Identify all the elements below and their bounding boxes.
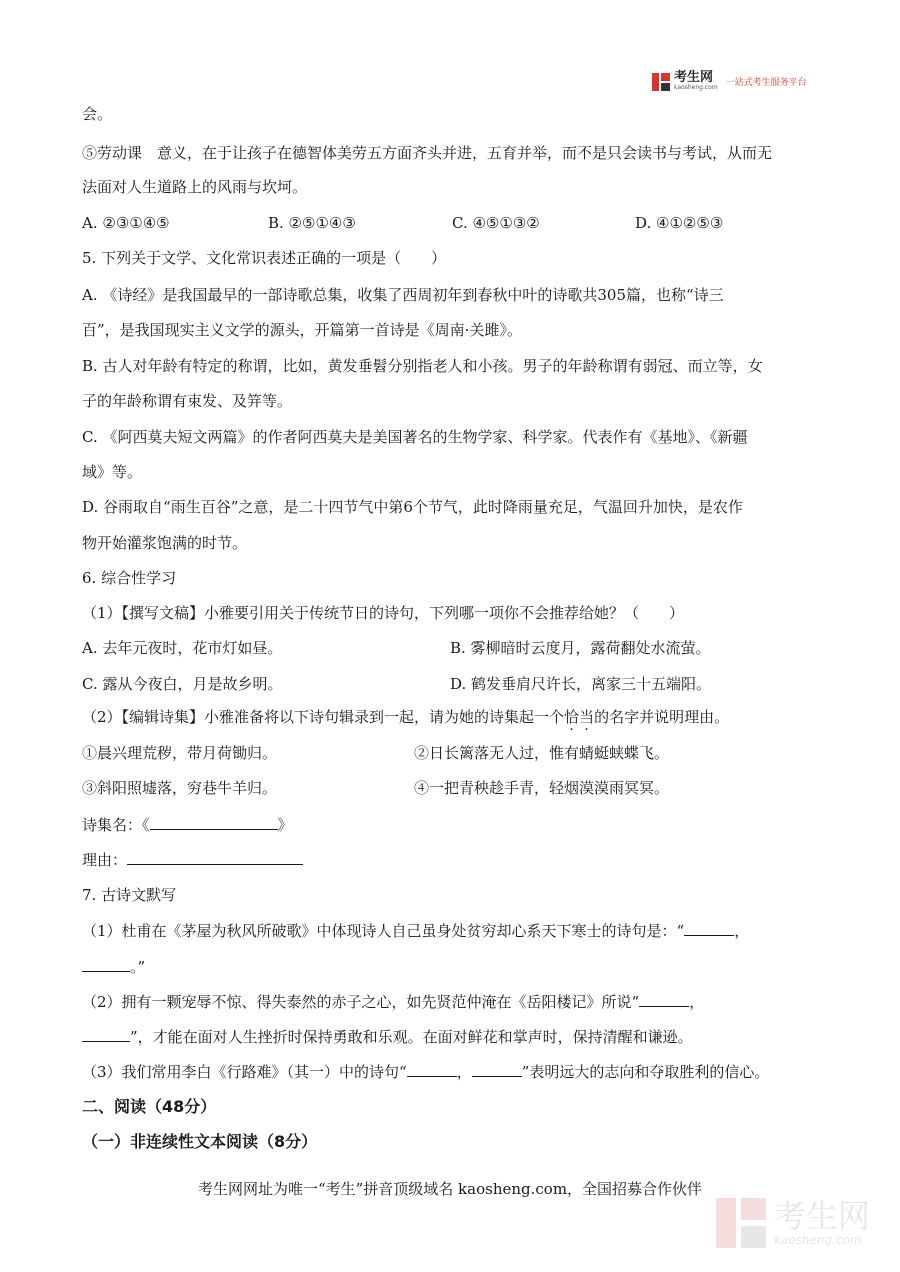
q6-1-option-a: A. 去年元夜时，花市灯如昼。 xyxy=(82,639,283,657)
poem-line: ③斜阳照墟落，穷巷牛羊归。 xyxy=(82,779,278,797)
question-5: 5. 下列关于文学、文化常识表述正确的一项是（ ） xyxy=(82,249,447,267)
watermark-text xyxy=(774,1199,870,1247)
anthology-close: 》 xyxy=(277,816,293,834)
q4-option-c: C. ④⑤①③② xyxy=(452,214,540,232)
reason-row xyxy=(82,850,303,870)
answer-blank[interactable] xyxy=(407,1062,457,1077)
answer-blank[interactable] xyxy=(639,992,689,1007)
emphasis-char: 当 xyxy=(579,708,595,726)
anthology-name-row xyxy=(82,815,293,835)
logo-domain: kaosheng.com xyxy=(674,84,718,91)
watermark-domain: kaosheng.com xyxy=(774,1233,862,1247)
q7-part-1 xyxy=(82,921,749,941)
q6-1-option-c: C. 露从今夜白，月是故乡明。 xyxy=(82,675,283,693)
q5-option-d: D. 谷雨取自“雨生百谷”之意，是二十四节气中第6个节气，此时降雨量充足，气温回升加快，是农作 xyxy=(82,498,743,516)
answer-blank[interactable] xyxy=(472,1062,522,1077)
q4-option-d: D. ④①②⑤③ xyxy=(635,214,724,232)
q5-option-c-cont: 域》等。 xyxy=(82,463,143,481)
answer-blank[interactable] xyxy=(82,957,130,972)
q7-2-text: （2）拥有一颗宠辱不惊、得失泰然的赤子之心，如先贤范仲淹在《岳阳楼记》所说“ xyxy=(82,993,640,1011)
q5-option-a: A. 《诗经》是我国最早的一部诗歌总集，收集了西周初年到春秋中叶的诗歌共305篇，也称“诗三 xyxy=(82,286,724,304)
q7-1-comma: ， xyxy=(734,922,750,940)
logo-name: 考生网 xyxy=(674,70,714,85)
q4-option-a: A. ②③①④⑤ xyxy=(82,214,170,232)
q5-option-b: B. 古人对年龄有特定的称谓，比如，黄发垂髫分别指老人和小孩。男子的年龄称谓有弱冠、而立等，女 xyxy=(82,357,763,375)
q7-3-comma: ， xyxy=(456,1063,472,1081)
text-line: 会。 xyxy=(82,105,113,123)
site-logo[interactable] xyxy=(652,72,807,91)
emphasis-char: 恰 xyxy=(564,708,580,726)
q7-3-text: （3）我们常用李白《行路难》（其一）中的诗句“ xyxy=(82,1063,407,1081)
watermark-name: 考生网 xyxy=(774,1197,871,1235)
q6-1-option-b: B. 雾柳暗时云度月，露荷翻处水流萤。 xyxy=(450,639,711,657)
watermark-logo-icon xyxy=(716,1198,766,1248)
q6-2-text-pre: （2）【编辑诗集】小雅准备将以下诗句辑录到一起，请为她的诗集起一个 xyxy=(82,708,565,726)
q4-option-b: B. ②⑤①④③ xyxy=(268,214,356,232)
q7-1-end: 。” xyxy=(130,958,146,976)
q5-option-d-cont: 物开始灌浆饱满的时节。 xyxy=(82,534,248,552)
poem-line: ④一把青秧趁手青，轻烟漠漠雨冥冥。 xyxy=(414,779,670,797)
q7-part-3 xyxy=(82,1062,769,1082)
q7-2-comma: ， xyxy=(689,993,705,1011)
q6-1-option-d: D. 鹤发垂肩尺许长，离家三十五端阳。 xyxy=(450,675,712,693)
answer-blank[interactable] xyxy=(82,1027,130,1042)
logo-text xyxy=(674,72,718,91)
q7-part-1-cont xyxy=(82,957,145,977)
q7-3-end: ”表明远大的志向和夺取胜利的信心。 xyxy=(521,1063,770,1081)
q7-part-2-cont xyxy=(82,1027,693,1047)
section-heading: 二、阅读（48分） xyxy=(82,1097,217,1116)
anthology-label: 诗集名：《 xyxy=(82,816,150,834)
q7-1-text: （1）杜甫在《茅屋为秋风所破歌》中体现诗人自己虽身处贫穷却心系天下寒士的诗句是：“ xyxy=(82,922,685,940)
text-line: 法面对人生道路上的风雨与坎坷。 xyxy=(82,178,308,196)
question-7: 7. 古诗文默写 xyxy=(82,886,177,904)
q7-part-2 xyxy=(82,992,704,1012)
question-6: 6. 综合性学习 xyxy=(82,569,177,587)
q6-2-text-post: 的名字并说明理由。 xyxy=(594,708,730,726)
reason-blank[interactable] xyxy=(127,850,303,865)
reason-label: 理由： xyxy=(82,851,128,869)
q6-part-1: （1）【撰写文稿】小雅要引用关于传统节日的诗句，下列哪一项你不会推荐给她？（ ） xyxy=(82,604,685,622)
text-line: ⑤劳动课 意义，在于让孩子在德智体美劳五方面齐头并进，五育并举，而不是只会读书与考试，从而无 xyxy=(82,144,773,162)
q7-2-end: ”，才能在面对人生挫折时保持勇敢和乐观。在面对鲜花和掌声时，保持清醒和谦逊。 xyxy=(130,1028,693,1046)
poem-line: ①晨兴理荒秽，带月荷锄归。 xyxy=(82,744,278,762)
q6-part-2 xyxy=(82,707,729,727)
answer-blank[interactable] xyxy=(684,921,734,936)
poem-line: ②日长篱落无人过，惟有蜻蜓蛱蝶飞。 xyxy=(414,744,670,762)
q5-option-a-cont: 百”，是我国现实主义文学的源头，开篇第一首诗是《周南·关雎》。 xyxy=(82,321,522,339)
watermark xyxy=(716,1198,870,1248)
subsection-heading: （一）非连续性文本阅读（8分） xyxy=(82,1132,318,1151)
footer-text: 考生网网址为唯一“考生”拼音顶级域名 kaosheng.com，全国招募合作伙伴 xyxy=(197,1180,703,1198)
q5-option-c: C. 《阿西莫夫短文两篇》的作者阿西莫夫是美国著名的生物学家、科学家。代表作有《基地》、《新疆 xyxy=(82,428,748,446)
logo-slogan: 一站式考生服务平台 xyxy=(725,78,807,88)
anthology-name-blank[interactable] xyxy=(150,815,278,830)
logo-mark-icon xyxy=(652,73,670,91)
q5-option-b-cont: 子的年龄称谓有束发、及笄等。 xyxy=(82,392,293,410)
